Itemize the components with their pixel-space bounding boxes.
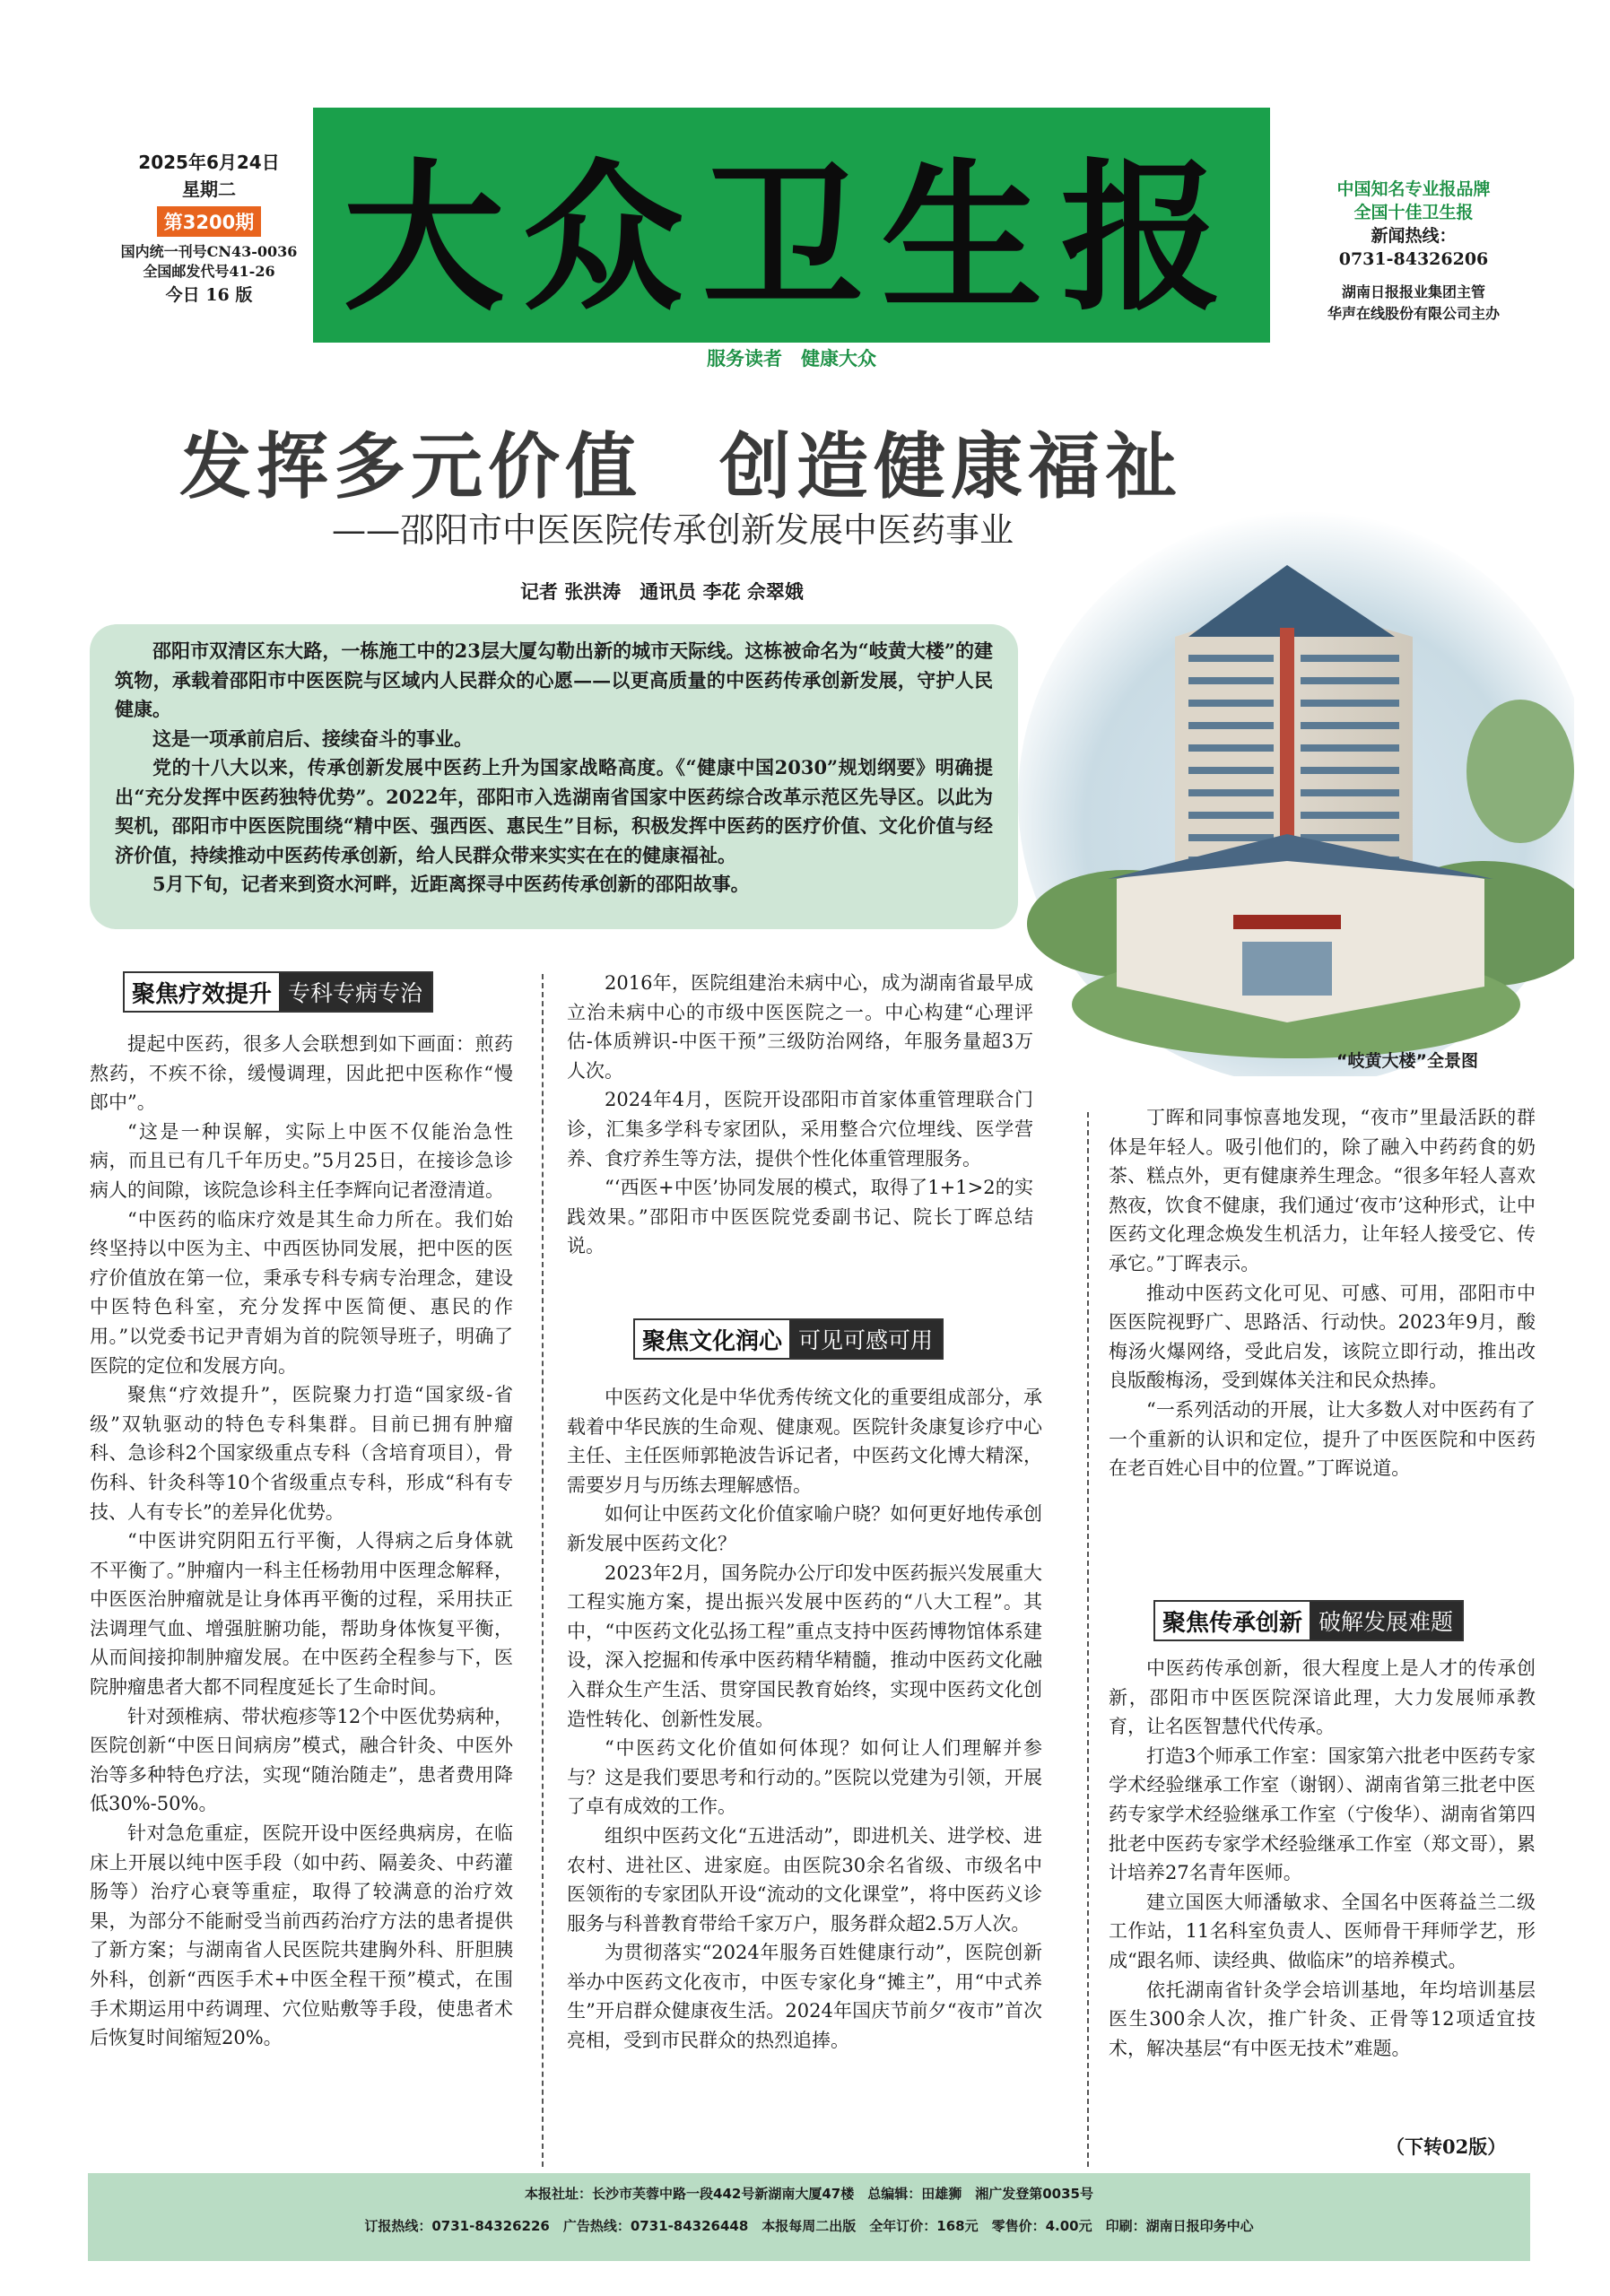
continued-note: （下转02版） bbox=[1386, 2135, 1507, 2158]
column-3-top bbox=[1109, 1103, 1536, 1483]
body-paragraph: 打造3个师承工作室：国家第六批老中医药专家学术经验继承工作室（谢钢）、湖南省第三批老中医药专家学术经验继承工作室（宁俊华）、湖南省第四批老中医药专家学术经验继承工作室（郑文哥），累计培养27名青年医师。 bbox=[1109, 1744, 1536, 1884]
postal-code: 全国邮发代号41-26 bbox=[143, 263, 275, 280]
brand-line-2: 全国十佳卫生报 bbox=[1353, 203, 1474, 222]
section-value: 破解发展难题 bbox=[1310, 1602, 1462, 1639]
body-paragraph: “这是一种误解，实际上中医不仅能治急性病，而且已有几千年历史。”5月25日，在接诊急诊病人的间隙，该院急诊科主任李辉向记者澄清道。 bbox=[90, 1120, 513, 1201]
lead-paragraph: 5月下旬，记者来到资水河畔，近距离探寻中医药传承创新的邵阳故事。 bbox=[152, 873, 750, 895]
lead-paragraph: 党的十八大以来，传承创新发展中医药上升为国家战略高度。《“健康中国2030”规划纲要》明确提出“充分发挥中医药独特优势”。2022年，邵阳市入选湖南省国家中医药综合改革示范区先导区。以此为契机，邵阳市中医医院围绕“精中医、强西医、惠民生”目标，积极发挥中医药的医疗价值、文化价值与经济价值，持续推动中医药传承创新，给人民群众带来实实在在的健康福祉。 bbox=[115, 756, 993, 866]
masthead-right-block bbox=[1288, 178, 1539, 325]
body-paragraph: “‘西医+中医’协同发展的模式，取得了1+1>2的实践效果。”邵阳市中医医院党委副书记、院长丁晖总结说。 bbox=[567, 1177, 1033, 1257]
body-paragraph: “中医药的临床疗效是其生命力所在。我们始终坚持以中医为主、中西医协同发展，把中医的医疗价值放在第一位，秉承专科专病专治理念，建设中医特色科室，充分发挥中医简便、惠民的作用。”以党委书记尹青娟为首的院领导班子，明确了医院的定位和发展方向。 bbox=[90, 1208, 513, 1377]
column-1 bbox=[90, 1030, 513, 2053]
lead-box bbox=[90, 624, 1018, 929]
headline: 发挥多元价值 创造健康福祉 bbox=[179, 424, 1182, 509]
body-paragraph: “一系列活动的开展，让大多数人对中医药有了一个重新的认识和定位，提升了中医医院和中医药在老百姓心目中的位置。”丁晖说道。 bbox=[1109, 1398, 1536, 1480]
body-paragraph: 推动中医药文化可见、可感、可用，邵阳市中医医院视野广、思路活、行动快。2023年9月，酸梅汤火爆网络，受此启发，该院立即行动，推出改良版酸梅汤，受到媒体关注和民众热捧。 bbox=[1109, 1282, 1536, 1392]
lead-paragraph: 这是一项承前启后、接续奋斗的事业。 bbox=[152, 726, 473, 750]
page-count: 今日 16 版 bbox=[165, 285, 253, 305]
issue-date: 2025年6月24日 bbox=[138, 152, 280, 173]
newspaper-title: 大众卫生报 bbox=[343, 144, 1240, 333]
footer-address-line: 本报社址：长沙市芙蓉中路一段442号新湖南大厦47楼 总编辑：田雄狮 湘广发登第0035号 bbox=[525, 2186, 1093, 2202]
section-key: 聚焦文化润心 bbox=[635, 1320, 789, 1358]
issue-number-badge: 第3200期 bbox=[157, 206, 261, 237]
section-head-culture bbox=[633, 1318, 944, 1360]
section-head-efficacy bbox=[123, 971, 433, 1013]
footer-pricing-line: 订报热线：0731-84326226 广告热线：0731-84326448 本报每周二出版 全年订价：168元 零售价：4.00元 印刷：湖南日报印务中心 bbox=[364, 2218, 1254, 2234]
body-paragraph: 如何让中医药文化价值家喻户晓？如何更好地传承创新发展中医药文化？ bbox=[567, 1503, 1042, 1554]
body-paragraph: 提起中医药，很多人会联想到如下画面：煎药熬药，不疾不徐，缓慢调理，因此把中医称作“慢郎中”。 bbox=[90, 1033, 513, 1114]
column-divider bbox=[1087, 1112, 1089, 2167]
body-paragraph: “中医讲究阴阳五行平衡，人得病之后身体就不平衡了。”肿瘤内一科主任杨勃用中医理念解释，中医医治肿瘤就是让身体再平衡的过程，采用扶正法调理气血、增强脏腑功能，帮助身体恢复平衡，从而间接抑制肿瘤发展。在中医药全程参与下，医院肿瘤患者大都不同程度延长了生命时间。 bbox=[90, 1530, 513, 1699]
column-divider bbox=[542, 974, 544, 2167]
hotline-number: 0731-84326206 bbox=[1338, 249, 1489, 269]
section-value: 可见可感可用 bbox=[789, 1320, 942, 1358]
body-paragraph: 2016年，医院组建治未病中心，成为湖南省最早成立治未病中心的市级中医医院之一。中心构建“心理评估-体质辨识-中医干预”三级防治网络，年服务量超3万人次。 bbox=[567, 972, 1033, 1082]
issue-weekday: 星期二 bbox=[182, 178, 236, 200]
body-paragraph: 针对颈椎病、带状疱疹等12个中医优势病种，医院创新“中医日间病房”模式，融合针灸、中医外治等多种特色疗法，实现“随治随走”，患者费用降低30%-50%。 bbox=[90, 1705, 513, 1815]
body-paragraph: “中医药文化价值如何体现？如何让人们理解并参与？这是我们要思考和行动的。”医院以党建为引领，开展了卓有成效的工作。 bbox=[567, 1737, 1042, 1818]
slogan: 服务读者 健康大众 bbox=[707, 348, 876, 370]
building-illustration bbox=[1018, 502, 1574, 1076]
column-3-bottom bbox=[1109, 1654, 1536, 2063]
body-paragraph: 组织中医药文化“五进活动”，即进机关、进学校、进农村、进社区、进家庭。由医院30余名省级、市级名中医领衔的专家团队开设“流动的文化课堂”，将中医药义诊服务与科普教育带给千家万户，服务群众超2.5万人次。 bbox=[567, 1824, 1042, 1935]
publisher-line-1: 湖南日报报业集团主管 bbox=[1341, 283, 1485, 300]
body-paragraph: 聚焦“疗效提升”，医院聚力打造“国家级-省级”双轨驱动的特色专科集群。目前已拥有肿瘤科、急诊科2个国家级重点专科（含培育项目），骨伤科、针灸科等10个省级重点专科，形成“科有专技、人有专长”的差异化优势。 bbox=[90, 1384, 513, 1523]
hotline-label: 新闻热线： bbox=[1371, 226, 1457, 246]
body-paragraph: 2023年2月，国务院办公厅印发中医药振兴发展重大工程实施方案，提出振兴发展中医药的“八大工程”。其中，“中医药文化弘扬工程”重点支持中医药博物馆体系建设，深入挖掘和传承中医药精华精髓，推动中医药文化融入群众生产生活、贯穿国民教育始终，实现中医药文化创造性转化、创新性发展。 bbox=[567, 1561, 1042, 1730]
body-paragraph: 2024年4月，医院开设邵阳市首家体重管理联合门诊，汇集多学科专家团队，采用整合穴位埋线、医学营养、食疗养生等方法，提供个性化体重管理服务。 bbox=[567, 1089, 1033, 1170]
column-2-bottom bbox=[567, 1383, 1042, 2056]
nameplate bbox=[313, 108, 1270, 343]
column-2-top bbox=[567, 969, 1033, 1261]
lead-paragraph: 邵阳市双清区东大路，一栋施工中的23层大厦勾勒出新的城市天际线。这栋被命名为“岐黄大楼”的建筑物，承载着邵阳市中医医院与区域内人民群众的心愿——以更高质量的中医药传承创新发展，守护人民健康。 bbox=[115, 639, 993, 720]
section-head-inheritance bbox=[1153, 1600, 1464, 1641]
section-value: 专科专病专治 bbox=[279, 973, 431, 1011]
masthead-date-block bbox=[106, 149, 312, 309]
body-paragraph: 中医药文化是中华优秀传统文化的重要组成部分，承载着中华民族的生命观、健康观。医院针灸康复诊疗中心主任、主任医师郭艳波告诉记者，中医药文化博大精深，需要岁月与历练去理解感悟。 bbox=[567, 1387, 1042, 1496]
entrance-glass bbox=[1242, 942, 1332, 996]
publisher-line-2: 华声在线股份有限公司主办 bbox=[1327, 305, 1500, 322]
entrance-sign bbox=[1233, 915, 1341, 929]
body-paragraph: 建立国医大师潘敏求、全国名中医蒋益兰二级工作站，11名科室负责人、医师骨干拜师学艺，形成“跟名师、读经典、做临床”的培养模式。 bbox=[1109, 1891, 1536, 1971]
footer-bar bbox=[88, 2173, 1530, 2261]
section-key: 聚焦疗效提升 bbox=[125, 973, 279, 1011]
body-paragraph: 依托湖南省针灸学会培训基地，年均培训基层医生300余人次，推广针灸、正骨等12项适宜技术，解决基层“有中医无技术”难题。 bbox=[1109, 1979, 1536, 2059]
image-caption: “岐黄大楼”全景图 bbox=[1336, 1051, 1478, 1071]
brand-line-1: 中国知名专业报品牌 bbox=[1336, 179, 1491, 199]
body-paragraph: 丁晖和同事惊喜地发现，“夜市”里最活跃的群体是年轻人。吸引他们的，除了融入中药药食的奶茶、糕点外，更有健康养生理念。“很多年轻人喜欢熬夜，饮食不健康，我们通过‘夜市’这种形式，让中医药文化理念焕发生机活力，让年轻人接受它、传承它。”丁晖表示。 bbox=[1109, 1107, 1536, 1274]
domestic-code: 国内统一刊号CN43-0036 bbox=[120, 243, 298, 260]
body-paragraph: 为贯彻落实“2024年服务百姓健康行动”，医院创新举办中医药文化夜市，中医专家化身“摊主”，用“中式养生”开启群众健康夜生活。2024年国庆节前夕“夜市”首次亮相，受到市民群众的热烈追捧。 bbox=[567, 1942, 1042, 2052]
body-paragraph: 中医药传承创新，很大程度上是人才的传承创新，邵阳市中医医院深谙此理，大力发展师承教育，让名医智慧代代传承。 bbox=[1109, 1657, 1536, 1738]
section-key: 聚焦传承创新 bbox=[1155, 1602, 1310, 1639]
body-paragraph: 针对急危重症，医院开设中医经典病房，在临床上开展以纯中医手段（如中药、隔姜灸、中药灌肠等）治疗心衰等重症，取得了较满意的治疗效果，为部分不能耐受当前西药治疗方法的患者提供了新方案；与湖南省人民医院共建胸外科、肝胆胰外科，创新“西医手术+中医全程干预”模式，在围手术期运用中药调理、穴位贴敷等手段，使患者术后恢复时间缩短20%。 bbox=[90, 1822, 513, 2049]
subheadline: ——邵阳市中医医院传承创新发展中医药事业 bbox=[332, 510, 1014, 550]
byline: 记者 张洪涛 通讯员 李花 佘翠娥 bbox=[520, 580, 804, 603]
